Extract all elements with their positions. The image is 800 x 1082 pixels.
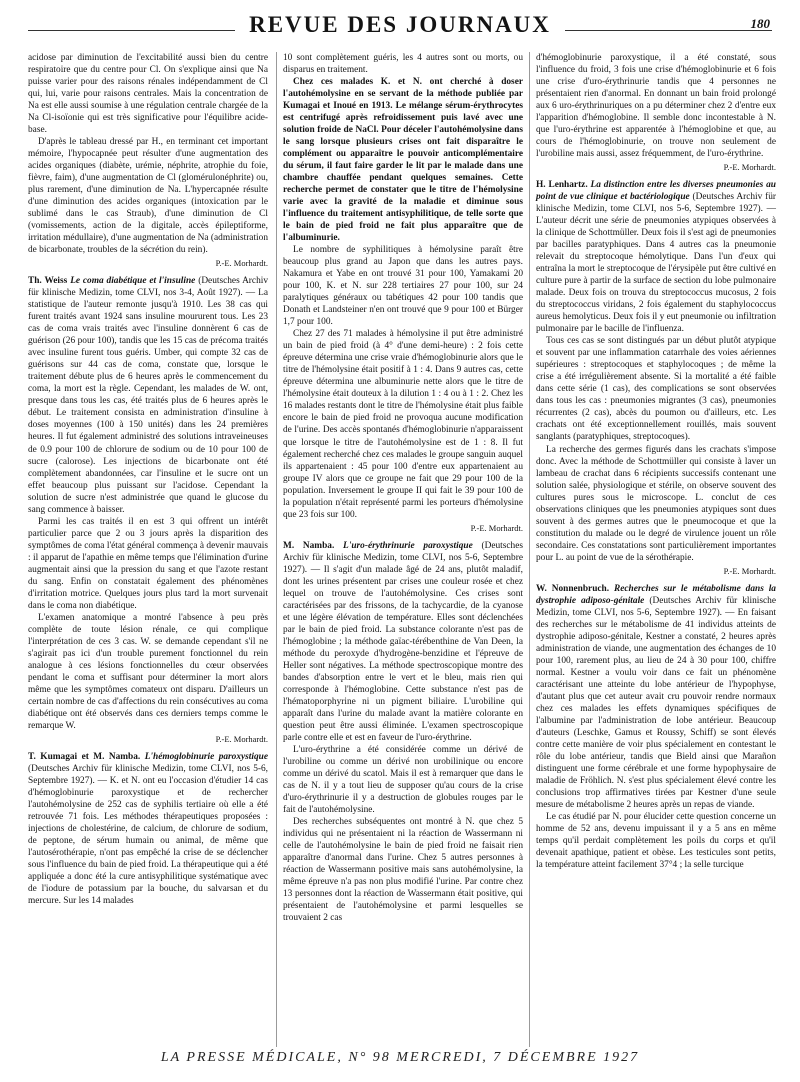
article-body: (Deutsches Archiv für klinische Medizin, tome CLVI, nos 5-6, Septembre 1927). — K. et N. ont eu l'occasion d'étudier 14 cas d'hémoglobinurie paroxystique et de rechercher l'autohémolysine de 252 cas de syphilis tertiaire où elle a été retrouvée 71 fois. Les méthodes thérapeutiques proposées : injections de cholestérine, de calcium, de chlorure de sodium, de peptone, de sérum humain ou animal, de même que l'autosérothérapie, n'ont pas empêché la crise de se déclencher sous l'influence du bain de pied froid. La thérapeutique qui a été appliquée a donc été la cure antisyphilitique systématique avec de l'iodure de potassium par la bouche, du salvarsan et du mercure. Sur les 14 malades	[28, 763, 268, 907]
column-divider	[529, 52, 530, 1047]
column-3	[536, 52, 776, 871]
signature: P.-E. Morhardt.	[215, 258, 268, 269]
column-divider	[276, 52, 277, 1047]
article	[28, 751, 268, 907]
article	[283, 540, 523, 744]
article-title: L'uro-érythrinurie paroxystique	[343, 540, 473, 551]
column-1	[28, 52, 268, 907]
journal-section-title: REVUE DES JOURNAUX	[235, 12, 565, 37]
column-2	[283, 52, 523, 924]
page-header	[0, 8, 800, 52]
article	[536, 583, 776, 811]
article-author: Th. Weiss	[28, 276, 68, 287]
paragraph: Parmi les cas traités il en est 3 qui offrent un intérêt particulier parce que 2 ou 3 jours après la disparition des symptômes de coma l'état général commença à devenir mauvais : il apparut de l'apathie en même temps que l'élimination d'urine augmentait ainsi que la pression du sang et que l'azote restant du sang. Enfin on constatait également des phénomènes d'irritation motrice. Quelques jours plus tard la mort survenait dans le coma non diabétique.	[28, 516, 268, 611]
paragraph: La recherche des germes figurés dans les crachats s'impose donc. Avec la méthode de Schottmüller qui consiste à laver un lambeau de crachat dans 6 récipients successifs contenant une solution salée, physiologique et stérile, on observe souvent des cultures pures sous le microscope. L. conclut de ces observations cliniques que les pneumonies atypiques sont dues souvent à des germes autres que le pneumocoque et que la constitution du malade ou le degré de virulence jouent un rôle secondaire. Ces constatations sont particulièrement importantes pour L. au point de vue de la sérothérapie.	[536, 444, 776, 563]
article-body: (Deutsches Archiv für klinische Medizin, tome CLVI, nos 5-6, Septembre 1927). — L'auteur décrit une série de pneumonies atypiques observées à la clinique de Schottmüller. Deux fois il s'est agi de pneumonies par bacilles paratyphiques. Dans 4 autres cas la pneumonie relevait du streptocoque hémolytique. Dans l'un d'eux qui entraîna la mort le streptocoque de l'érysipèle put être cultivé en culture pure à partir de la surface de section du lobe pulmonaire malade. Deux fois on trouva du streptococcus mucosus, 2 fois du streptococcus viridans, 2 fois également du staphylococcus aureus hemolyticus. Deux fois il y eut pneumonie ou infiltration pulmonaire par le bacille de l'influenza.	[536, 192, 776, 335]
article-title: Le coma diabétique et l'insuline	[70, 276, 196, 287]
signature: P.-E. Morhardt.	[723, 565, 776, 576]
signature: P.-E. Morhardt.	[215, 733, 268, 744]
article-title: L'hémoglobinurie paroxystique	[144, 751, 269, 762]
paragraph: L'examen anatomique a montré l'absence à peu près complète de toute lésion rénale, ce qui complique l'interprétation de ces 3 cas. W. se demande cependant s'il ne s'agirait pas ici d'un trouble purement fonctionnel du rein analogue à ces lésions fonctionnelles du cœur observées pendant le coma et suffisant pour déterminer la mort alors même que les symptômes comateux ont disparu. D'ailleurs un certain nombre de cas d'affections du rein consécutives au coma diabétique ont été observés dans ces derniers temps comme le remarque W.	[28, 612, 268, 731]
article	[28, 275, 268, 515]
page-footer: LA PRESSE MÉDICALE, N° 98 MERCREDI, 7 DÉCEMBRE 1927	[160, 1050, 640, 1065]
paragraph: Le cas étudié par N. pour élucider cette question concerne un homme de 52 ans, devenu impuissant il y a 5 ans en même temps qu'il perdait complètement les poils du corps et qu'il devenait apathique, patient et obèse. Les testicules sont petits, la température atteint facilement 37°4 ; la selle turcique	[536, 811, 776, 871]
article-body: (Deutsches Archiv für klinische Medizin, tome CLVI, nos 5-6, Septembre 1927). — Il s'agit d'un malade âgé de 24 ans, plutôt maladif, dont les urines présentent par crises une couleur rosée et chez lequel on trouve de l'autohémolysine. Ces crises sont caractérisées par des frissons, de la tachycardie, de la cyanose et une légère élévation de température. Elles sont déclenchées par le bain de pied froid. La substance colorante n'est pas de l'hémoglobine ; la méthode gaïac-térébenthine de Van Deen, la méthode du peroxyde d'hydrogène-benzidine et l'épreuve de Heller sont négatives. La méthode spectroscopique montre des bandes d'absorption entre le vert et le bleu, mais rien qui corresponde à l'hémoglobine. Cette substance n'est pas de l'hématoporphyrine ni un pigment biliaire. L'urobiline qui apparaît dans l'urine du malade avant la matière colorante en question peut être aussi éliminée. L'examen spectroscopique parle contre elle et est en faveur de l'uro-érythrine.	[283, 540, 523, 743]
article-title: La distinction entre les diverses pneumonies au point de vue clinique et bactériologique	[536, 180, 776, 203]
article-title: Recherches sur le métabolisme dans la dystrophie adiposo-génitale	[536, 583, 776, 606]
signature: P.-E. Morhardt.	[723, 162, 776, 173]
paragraph: L'uro-érythrine a été considérée comme un dérivé de l'urobiline ou comme un dérivé non urobilinique ou encore comme un dérivé du scatol. Mais il est à remarquer que dans le cas de N. il y a tout lieu de supposer qu'au cours de la crise d'uro-érythrinurie il y a destruction de globules rouges par le fait de l'autohémolysine.	[283, 744, 523, 815]
article-author: M. Namba.	[283, 540, 335, 551]
paragraph: Tous ces cas se sont distingués par un début plutôt atypique et souvent par une inflammation catarrhale des voies aériennes supérieures : streptocoques et staphylocoques ; de même la crise a été irrégulièrement absente. Si la mortalité a été faible dans cette série (1 cas), des complications se sont observées dans tous les cas : pneumonies migrantes (3 cas), pneumonies récurrentes (2 cas), abcès du poumon ou d'ailleurs, etc. Les crachats ont été exceptionnellement rouillés, mais souvent sanglants (paratyphiques, streptocoques).	[536, 336, 776, 443]
paragraph: Des recherches subséquentes ont montré à N. que chez 5 individus qui ne présentaient ni la réaction de Wassermann ni celle de l'autohémolysine le bain de pied froid ne faisait rien apparaître d'anormal dans l'urine. Chez 5 autres personnes à réaction de Wassermann positive mais sans autohémolysine, la même épreuve n'a pas non plus modifié l'urine. Par contre chez 13 personnes dont la réaction de Wassermann était positive, qui présentaient de l'autohémolysine et parmi lesquelles se trouvaient 2 cas	[283, 816, 523, 924]
paragraph: 10 sont complètement guéris, les 4 autres sont ou morts, ou disparus en traitement.	[283, 53, 523, 76]
article-body: (Deutsches Archiv für klinische Medizin, tome CLVI, nos 5-6, Septembre 1927). — En faisant des recherches sur le métabolisme de 41 individus atteints de dystrophie adiposo-génitale, Kestner a constaté, 2 heures après administration de viande, une augmentation des échanges de 10 pour 100, rarement plus, au lieu de 24 à 30 pour 100, chiffre normal. Kestner a voulu voir dans ce fait un phénomène caractérisant une atteinte du lobe antérieur de l'hypophyse, d'autant plus que cet auteur avait cru pouvoir rendre normaux chez ces malades les effets dynamiques spécifiques de l'albumine par l'administration de lobe antérieur. Beaucoup d'auteurs (Leschke, Gamus et Roussy, Schiff) se sont élevés contre cette manière de voir plus spécialement en contestant le rôle du lobe antérieur, tandis que Bield ainsi que Marañon distinguent une forme cérébrale et une forme hypophysaire de maladie de Fröhlich. N. s'est plus spécialement élevé contre les conclusions trop affirmatives tirées par Kestner d'une seule mesure de métabolisme 2 heures après un repas de viande.	[536, 595, 776, 810]
paragraph: d'hémoglobinurie paroxystique, il a été constaté, sous l'influence du froid, 3 fois une crise d'hémoglobinurie et 6 fois une crise d'uro-érythrinurie tandis que 4 personnes ne présentaient rien d'anormal. En donnant un bain froid prolongé aux 6 uro-érythrinuriques on a pu déterminer chez 2 d'entre eux l'apparition d'hémoglobine. Il semble donc incontestable à N. que l'uro-érythrine est apparentée à l'hémoglobine et que, au cours de l'hémoglobinurie, on trouve non seulement de l'urobiline mais aussi, assez fréquemment, de l'uro-érythrine.	[536, 53, 776, 160]
paragraph: D'après le tableau dressé par H., en terminant cet important mémoire, l'hypocapnée peut résulter d'une augmentation des acides organiques (diabète, urémie, néphrite, atrophie du foie, fièvre, faim), d'une augmentation de Cl (glomérulonéphrite) ou, plus rarement, d'une diminution de Na. L'hypercapnée résulte d'une diminution des acides organiques (intoxication par le sublimé dans le cas Straub), d'une diminution de Cl (vomissements, action de la digitale, accès épileptiforme, irritation médullaire), d'une augmentation de Na (administration de bicarbonate, troubles de la sécrétion du rein).	[28, 137, 268, 256]
paragraph: Chez ces malades K. et N. ont cherché à doser l'autohémolysine en se servant de la méthode publiée par Kumagai et Inoué en 1913. Le mélange sérum-érythrocytes est centrifugé après refroidissement puis lavé avec une solution froide de NaCl. Pour déceler l'autohémolysine dans le sang lorsque plusieurs crises ont fait disparaître le complément ou apparaître le pouvoir anticomplémentaire du sérum, il faut faire garder le lit par le malade dans une chambre chauffée pendant quelques semaines. Cette recherche permet de constater que le titre de l'hémolysine varie avec la gravité de la maladie et diminue sous l'influence du traitement antisyphilitique, de telle sorte que le bain de pied froid ne fait plus apparaître que de l'albuminurie.	[283, 77, 523, 244]
article-author: W. Nonnenbruch.	[536, 583, 610, 594]
paragraph: Le nombre de syphilitiques à hémolysine paraît être beaucoup plus grand au Japon que dans les autres pays. Nakamura et Yabe en ont trouvé 31 pour 100, Yamakami 20 pour 100, K. et N. sur 228 tertiaires 27 pour 100, sur 24 paralytiques généraux ou tabétiques 42 pour 100 tandis que Donath et Landsteiner n'en ont trouvé que 9 pour 100 et Bürger 1,7 pour 100.	[283, 245, 523, 328]
paragraph: acidose par diminution de l'excitabilité aussi bien du centre respiratoire que du centre pour Cl. On s'explique ainsi que Na puisse varier pour des raisons rénales indépendamment de Cl qui, lui, varie pour raisons centrales. Mais la concentration de Na est elle aussi soumise à une régulation centrale chargée de la Na Cl-isoïonie qui est très significative pour l'équilibre acide-base.	[28, 53, 268, 136]
article-author: H. Lenhartz.	[536, 180, 588, 191]
signature: P.-E. Morhardt.	[470, 522, 523, 533]
article-author: T. Kumagai et M. Namba.	[28, 751, 141, 762]
paragraph: Chez 27 des 71 malades à hémolysine il put être administré un bain de pied froid (à 4° d'une demi-heure) : 2 fois cette épreuve détermina une crise vraie d'hémoglobinurie alors que le titre de l'hémolysine était positif à 1 : 4. Dans 9 autres cas, cette épreuve détermina une albuminurie nette alors que le titre de l'hémolysine était douteux à la dilution 1 : 4 ou à 1 : 2. Chez les 16 malades restants dont le titre de l'hémolysine était plus faible encore le bain de pied froid ne provoqua aucune modification de l'urine. Des accès spontanés d'hémoglobinurie n'apparaissent que lorsque le titre de l'autohémolysine est de 1 : 8. Il fut également recherché chez ces malades le groupe sanguin auquel ils appartenaient : 45 pour 100 d'entre eux appartenaient au groupe IV alors que ce groupe ne fait que 29 pour 100 de la population. Inversement le groupe II qui fait le 39 pour 100 de la population n'était représenté parmi les porteurs d'hémolysine que 23 fois sur 100.	[283, 329, 523, 520]
page-number: 180	[750, 16, 770, 31]
article-body: (Deutsches Archiv für klinische Medizin, tome CLVI, nos 3-4, Août 1927). — La statistique de l'auteur remonte jusqu'à 1910. Les 38 cas qui furent traités avant 1924 sans insuline moururent tous. Les 23 cas de coma vrais traités avec l'insuline donnèrent 6 cas de guérison (26 pour 100), tandis que les 15 cas de précoma traités avec insuline furent tous guéris. Umber, qui compte 32 cas de guérisons sur 44 cas de coma, constate que, lorsque le traitement débute plus de 6 heures après le commencement du coma, la mort est la règle. Cependant, les malades de W. ont, presque dans tous les cas, été traités plus de 6 heures après le début. Le traitement consista en administration d'insuline à doses moyennes (100 à 150 unités) dans les 24 premières heures. Il fut également administré des solutions intraveineuses de 0.9 pour 100 de chlorure de sodium ou de 10 pour 100 de sucre (calorose). Les injections de bicarbonate ont été complètement abandonnées, car l'insuline et le sucre ont un effet beaucoup plus puissant sur l'acidose. Cependant la solution de sucre n'est administrée que quand le glucose du sang commence à baisser.	[28, 276, 269, 515]
article	[536, 179, 776, 335]
